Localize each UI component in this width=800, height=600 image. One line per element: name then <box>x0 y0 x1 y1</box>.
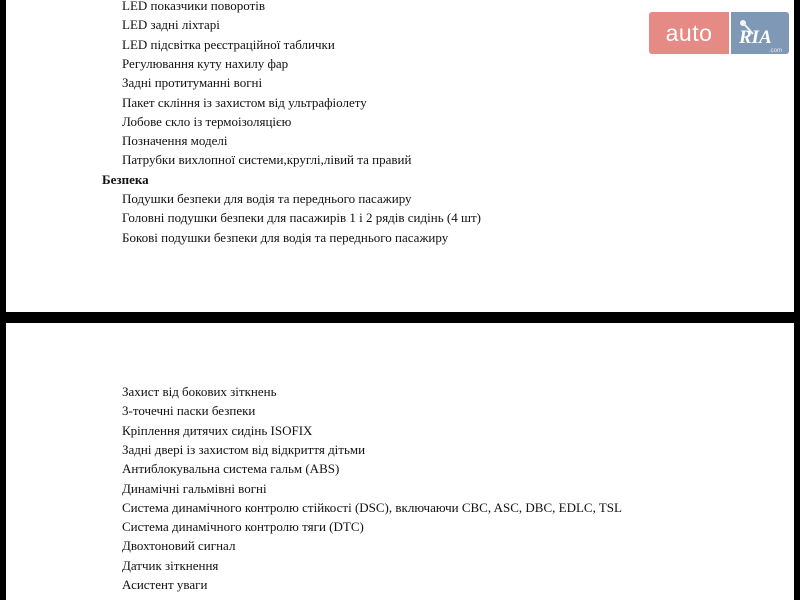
feature-list-item: Патрубки вихлопної системи,круглі,лівий та правий <box>122 152 412 168</box>
feature-list-item: Подушки безпеки для водія та переднього пасажиру <box>122 191 412 206</box>
autoria-watermark-logo <box>649 12 789 54</box>
feature-list-item: Система динамічного контролю стійкості (DSC), включаючи CBC, ASC, DBC, EDLC, TSL <box>122 499 622 515</box>
feature-list-item: Бокові подушки безпеки для водія та переднього пасажиру <box>122 229 449 245</box>
feature-list-item: Кріплення дитячих сидінь ISOFIX <box>122 422 313 438</box>
feature-list-item: Система динамічного контролю тяги (DTC) <box>122 519 364 535</box>
feature-list-item: LED показчики поворотів <box>122 0 266 13</box>
feature-list-item: Головні подушки безпеки для пасажирів 1 і 2 рядів сидінь (4 шт) <box>122 210 481 226</box>
feature-list-item: Антиблокувальна система гальм (ABS) <box>122 461 340 477</box>
feature-list-item: LED задні ліхтарі <box>122 17 220 33</box>
logo-auto-text: auto <box>649 12 729 54</box>
feature-list-item: 3-точечні паски безпеки <box>122 403 256 419</box>
feature-list-item: Задні двері із захистом від відкриття дітьми <box>122 441 366 457</box>
feature-list-item: Динамічні гальмівні вогні <box>122 480 267 496</box>
logo-ria-badge <box>731 12 789 54</box>
feature-list-item: Позначення моделі <box>122 133 228 149</box>
feature-list-item: Асистент уваги <box>122 577 208 592</box>
feature-list-item: Регулювання куту нахилу фар <box>122 55 289 71</box>
feature-list-item: Задні протитуманні вогні <box>122 75 263 91</box>
feature-list-item: Двохтоновий сигнал <box>122 538 236 554</box>
document-page-2 <box>6 323 794 600</box>
feature-list-item: Датчик зіткнення <box>122 557 219 573</box>
ria-emblem-icon <box>731 12 789 54</box>
section-heading: Безпека <box>102 171 149 187</box>
feature-list-item: Лобове скло із термоізоляцією <box>122 113 292 129</box>
logo-ria-suffix: .com <box>769 48 783 54</box>
feature-list-item: Пакет скління із захистом від ультрафіолету <box>122 94 367 110</box>
feature-list-item: Захист від бокових зіткнень <box>122 384 277 399</box>
logo-ria-text: RIA <box>739 27 772 48</box>
feature-list-item: LED підсвітка реєстраційної таблички <box>122 36 335 52</box>
